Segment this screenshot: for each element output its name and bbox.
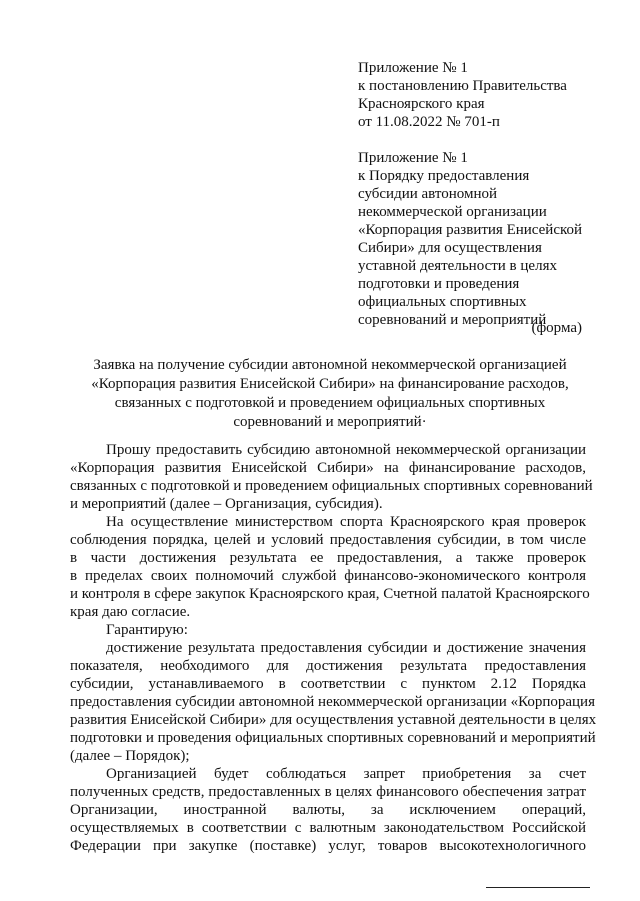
appendix-line: официальных спортивных: [358, 294, 527, 310]
body-line: полученных средств, предоставленных в целях финансового обеспечения затрат: [70, 784, 586, 800]
appendix-heading: [358, 59, 608, 329]
body-line: в части достижения результата ее предоставления, а также проверок: [70, 550, 586, 566]
body-line: «Корпорация развития Енисейской Сибири» на финансирование расходов,: [70, 460, 586, 476]
body-line: Федерации при закупке (поставке) услуг, товаров высокотехнологичного: [70, 838, 586, 854]
appendix-line: «Корпорация развития Енисейской: [358, 222, 583, 238]
body-line: субсидии, устанавливаемого в соответствии с пунктом 2.12 Порядка: [70, 676, 586, 692]
body-line: Гарантирую:: [106, 622, 188, 638]
body-line: развития Енисейской Сибири» для осуществления уставной деятельности в целях: [70, 712, 597, 728]
form-label: (форма): [531, 320, 582, 336]
footnote-divider: [486, 887, 590, 888]
appendix-line: подготовки и проведения: [358, 276, 520, 292]
body-line: (далее – Порядок);: [70, 748, 190, 764]
body-line: показателя, необходимого для достижения результата предоставления: [70, 658, 586, 674]
appendix-line: к Порядку предоставления: [358, 168, 530, 184]
body-line: предоставления субсидии автономной некоммерческой организации «Корпорация: [70, 694, 595, 710]
appendix-line: Приложение № 1: [358, 60, 468, 76]
appendix-line: к постановлению Правительства: [358, 78, 567, 94]
title-line: связанных с подготовкой и проведением официальных спортивных: [114, 395, 546, 411]
body-line: Организацией будет соблюдаться запрет приобретения за счет: [106, 766, 586, 782]
appendix-spacer: [358, 131, 608, 149]
body-line: и мероприятий (далее – Организация, субсидия).: [70, 496, 383, 512]
body-line: соблюдения порядка, целей и условий предоставления субсидии, в том числе: [70, 532, 586, 548]
title-line: «Корпорация развития Енисейской Сибири» на финансирование расходов,: [91, 376, 569, 392]
body-line: Прошу предоставить субсидию автономной некоммерческой организации: [106, 442, 586, 458]
body-line: края даю согласие.: [70, 604, 191, 620]
appendix-line: некоммерческой организации: [358, 204, 547, 220]
document-title: [70, 356, 590, 432]
appendix-line: Сибири» для осуществления: [358, 240, 542, 256]
appendix-line: от 11.08.2022 № 701-п: [358, 114, 500, 130]
title-line: соревнований и мероприятий·: [233, 414, 427, 430]
body-line: в пределах своих полномочий службой финансово-экономического контроля: [70, 568, 586, 584]
body-line: осуществляемых в соответствии с валютным законодательством Российской: [70, 820, 586, 836]
document-body: [70, 441, 597, 855]
appendix-line: Приложение № 1: [358, 150, 468, 166]
appendix-line: соревнований и мероприятий: [358, 312, 547, 328]
body-line: достижение результата предоставления субсидии и достижение значения: [106, 640, 586, 656]
appendix-line: уставной деятельности в целях: [358, 258, 557, 274]
appendix-line: Красноярского края: [358, 96, 485, 112]
title-line: Заявка на получение субсидии автономной некоммерческой организацией: [93, 357, 567, 373]
body-line: и контроля в сфере закупок Красноярского края, Счетной палатой Красноярского: [70, 586, 590, 602]
appendix-line: субсидии автономной: [358, 186, 498, 202]
body-line: связанных с подготовкой и проведением официальных спортивных соревнований: [70, 478, 593, 494]
body-line: подготовки и проведения официальных спортивных соревнований и мероприятий: [70, 730, 596, 746]
body-line: На осуществление министерством спорта Красноярского края проверок: [106, 514, 586, 530]
body-line: Организации, иностранной валюты, за исключением операций,: [70, 802, 586, 818]
